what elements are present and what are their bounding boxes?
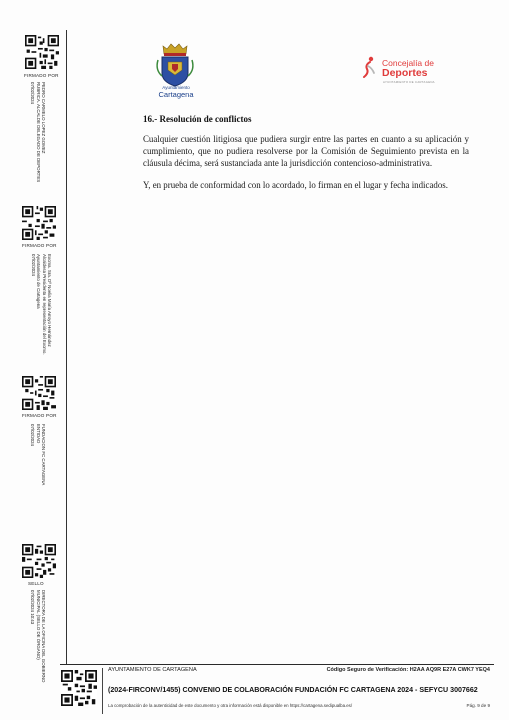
signature-block-seal	[0, 540, 62, 683]
signature-role: FIRMADO POR	[22, 243, 57, 248]
signature-details: Excma. Sra. Dª Noelia María Arroyo Hernández Alcaldesa Presidenta en representación del Excmo. Ayuntamiento de Cartagena 07/02/2024	[31, 254, 52, 355]
qr-code-icon	[22, 206, 56, 240]
verification-code: Código Seguro de Verificación: H2AA AQ9R E27A CWK7 YEQ4	[326, 667, 490, 673]
signature-role: SELLO	[28, 581, 44, 586]
footer-verification-text: La comprobación de la autenticidad de este documento y otra información está disponible en https://cartagena.sedipualba.es/	[108, 703, 353, 708]
page-number: Pág. 9 de 9	[466, 703, 490, 708]
section-title: 16.- Resolución de conflictos	[143, 114, 252, 124]
footer-divider	[102, 668, 103, 714]
qr-code-icon	[22, 376, 56, 410]
footer-organization: AYUNTAMIENTO DE CARTAGENA	[108, 667, 197, 673]
signature-block-2	[0, 200, 62, 370]
signature-details: DIRECTORA DE LA OFICINA DEL GOBIERNO MUNICIPAL (SELLO DE ÓRGANO) 07/02/2024 10:43	[30, 590, 46, 683]
signature-column	[0, 0, 64, 683]
signature-column-divider	[66, 30, 67, 665]
body-paragraph: Y, en prueba de conformidad con lo acordado, lo firman en el lugar y fecha indicados.	[143, 180, 448, 190]
signature-block-1	[0, 0, 62, 200]
signature-details: FUNDACION FC CARTAGENA ENTIDAD 07/02/2024	[30, 424, 46, 486]
signature-block-3	[0, 370, 62, 540]
crest-caption: Ayuntamiento Cartagena	[158, 85, 194, 99]
signature-details: PEDRO CARMELO LOPEZ GOMEZ RUBRICA. ALCALDE DELEGADO DE DEPORTES 07/02/2024	[30, 82, 46, 183]
signature-role: FIRMADO POR	[22, 413, 57, 418]
document-footer	[60, 664, 494, 719]
concejalia-deportes-logo: Concejalía de Deportes AYUNTAMIENTO DE CARTAGENA	[362, 56, 436, 86]
qr-code-icon	[61, 670, 97, 706]
signature-role: FIRMADO POR	[24, 73, 59, 78]
footer-document-title: (2024-FIRCONV/1455) CONVENIO DE COLABORACIÓN FUNDACIÓN FC CARTAGENA 2024 - SEFYCU 3007662	[108, 686, 478, 694]
qr-code-icon	[25, 35, 59, 69]
athlete-icon	[362, 56, 376, 78]
body-paragraph: Cualquier cuestión litigiosa que pudiera surgir entre las partes en cuanto a su aplicación y cumplimiento, que no pudiera resolverse por la Comisión de Seguimiento prevista en la cláusula décima, será sustanciada ante la jurisdicción contencioso-administrativa.	[143, 134, 469, 168]
qr-code-icon	[22, 544, 56, 578]
